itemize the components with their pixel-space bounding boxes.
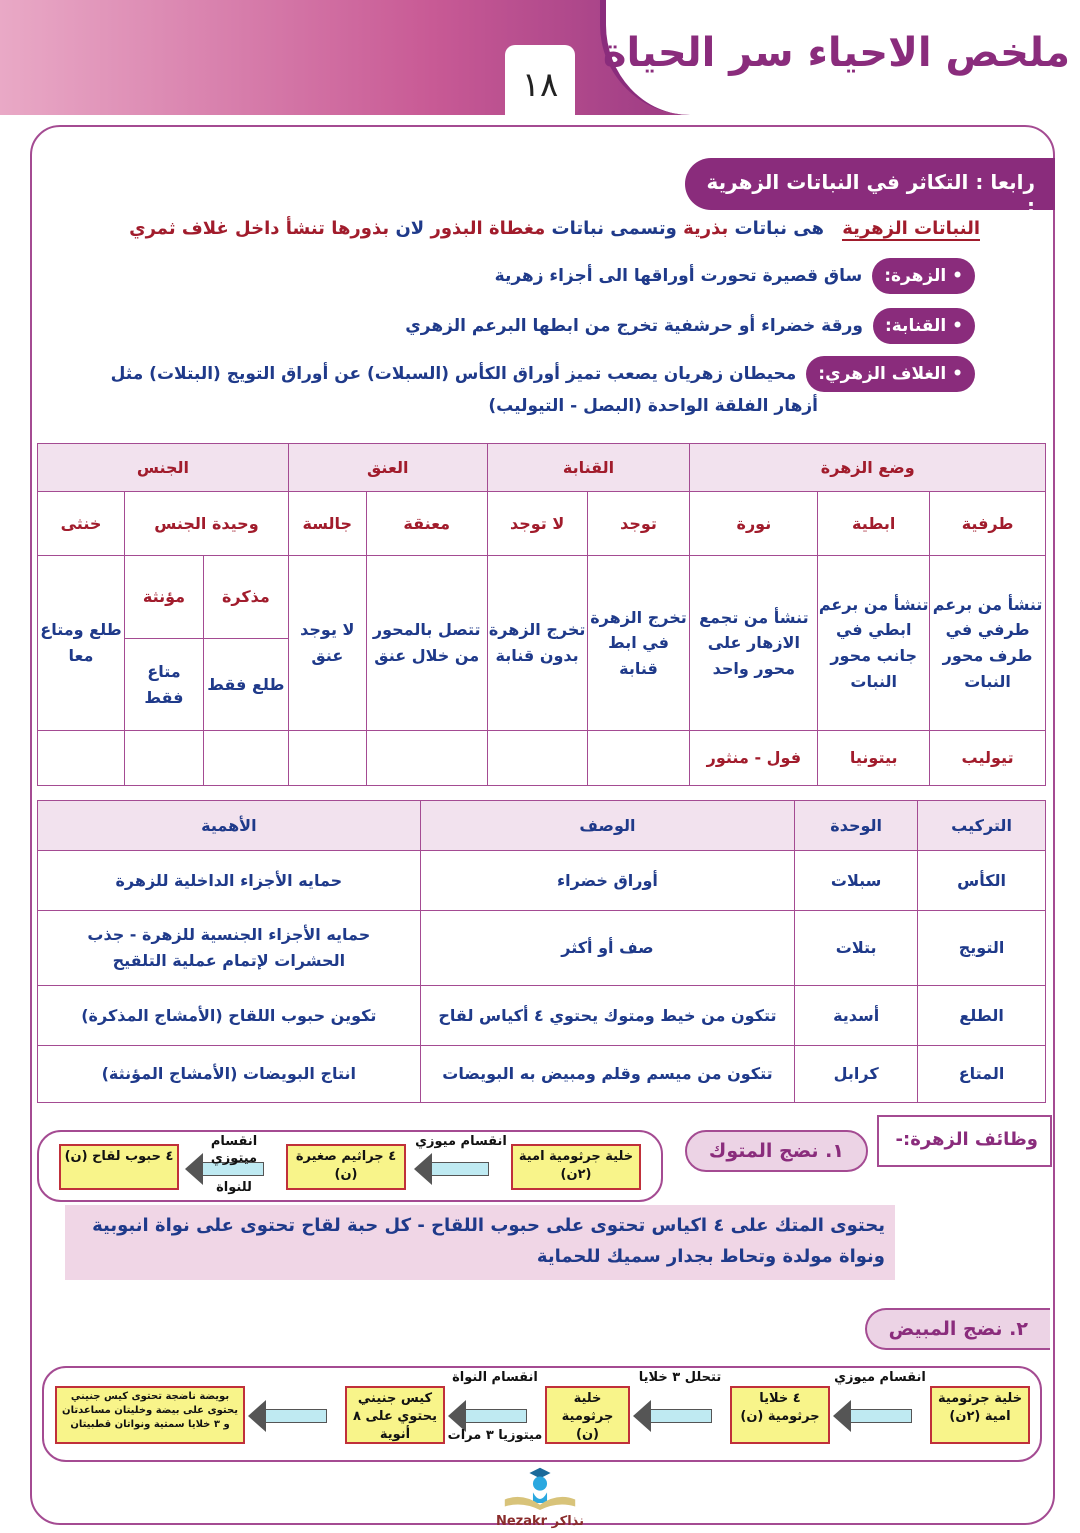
flow-box: خلية جرثومية امية (٢ن) [511,1144,641,1190]
col-header: توجد [587,492,690,556]
cell: تتكون من خيط ومتوك يحتوي ٤ أكياس لقاح [420,986,795,1046]
arrow-label: ميتوزيا ٣ مرات [447,1428,543,1443]
cell: كرابل [795,1046,918,1103]
cell: الكأس [918,851,1046,911]
group-header: الجنس [38,444,289,492]
flow-box: بويضة ناضجة تحتوى كيس جنيني يحتوى على بيضة وخليتان مساعدتان و ٣ خلايا سمتية ونواتان قطبيتان [55,1386,245,1444]
definition-text-cont: أزهار الفلقة الواحدة (البصل - التيوليب) [488,396,818,416]
definition-text: ورقة خضراء أو حرشفية تخرج من ابطها البرعم الزهري [405,316,863,336]
definition-flower [495,258,975,294]
col-header: وحيدة الجنس [125,492,289,556]
arrow-left-icon [650,1409,712,1423]
desc-cell: متاع فقط [125,639,204,731]
page-number: ١٨ [505,45,575,115]
flow-box: ٤ حبوب لقاح (ن) [59,1144,179,1190]
graduate-book-icon [490,1466,590,1510]
flow-box: خلية جرثومية امية (٢ن) [930,1386,1030,1444]
sub-header: مؤنثة [125,556,204,639]
flow-box: ٤ خلايا جرثومية (ن) [730,1386,830,1444]
empty-cell [288,731,366,786]
arrow-label: للنواة [216,1180,252,1195]
ovary-maturation-label: ٢. نضج المبيض [865,1308,1050,1350]
intro-keyword: بذورها تنشأ داخل غلاف ثمري [129,218,390,239]
cell: أوراق خضراء [420,851,795,911]
desc-cell: تتصل بالمحور من خلال عنق [366,556,487,731]
desc-cell: طلع ومتاع معا [38,556,125,731]
cell: المتاع [918,1046,1046,1103]
arrow-label: انقسام النواة [452,1370,538,1385]
definition-term: • الغلاف الزهري: [806,356,975,392]
intro-text: لان [395,218,425,239]
col-header: معنقة [366,492,487,556]
col-header: طرفية [930,492,1046,556]
cell: تتكون من ميسم وقلم ومبيض به البويضات [420,1046,795,1103]
intro-line [129,218,980,239]
definition-text: محيطان زهريان يصعب تميز أوراق الكأس (السبلات) عن أوراق التويج (البتلات) مثل [110,364,797,384]
section-heading: رابعا : التكاثر في النباتات الزهرية : [685,158,1055,210]
flow-box: كيس جنيني يحتوي على ٨ أنوية [345,1386,445,1444]
empty-cell [203,731,288,786]
empty-cell [366,731,487,786]
cell: أسدية [795,986,918,1046]
arrow-label: انقسام ميتوزي [210,1134,258,1166]
intro-term: النباتات الزهرية [842,218,980,239]
col-header: الأهمية [38,801,421,851]
desc-cell: تخرج الزهرة في ابط قنابة [587,556,690,731]
nezakr-logo: Nezakr نذاكر [490,1466,590,1528]
example-cell: فول - منثور [690,731,818,786]
empty-cell [125,731,204,786]
example-cell: تيوليب [930,731,1046,786]
table-row [38,851,1046,911]
intro-keyword: بذرية [683,218,729,239]
ovary-flow-diagram [42,1366,1042,1462]
intro-text: هى نباتات [734,218,824,239]
flower-classification-table [37,443,1046,786]
cell: صف أو أكثر [420,911,795,986]
desc-cell: تنشأ من تجمع الازهار على محور واحد [690,556,818,731]
table-row [38,1046,1046,1103]
page-title: ملخص الاحياء سر الحياة [602,30,1070,76]
empty-cell [38,731,125,786]
cell: بتلات [795,911,918,986]
desc-cell: تنشأ من برعم طرفي في طرف محور النبات [930,556,1046,731]
col-header: خنثى [38,492,125,556]
functions-heading: وظائف الزهرة:- [877,1115,1052,1167]
definition-term: • القنابة: [873,308,975,344]
desc-cell: تخرج الزهرة بدون قنابة [487,556,587,731]
table-row [38,911,1046,986]
flow-box: خلية جرثومية (ن) [545,1386,630,1444]
desc-cell: تنشأ من برعم ابطي في جانب محور النبات [818,556,930,731]
col-header: التركيب [918,801,1046,851]
definition-bract [405,308,975,344]
cell: حمايه الأجزاء الجنسية للزهرة - جذب الحشرات لإتمام عملية التلقيح [38,911,421,986]
arrow-left-icon [431,1162,489,1176]
group-header: القنابة [487,444,690,492]
table-row [38,986,1046,1046]
arrow-label: انقسام ميوزي [834,1370,926,1385]
flower-parts-table [37,800,1046,1103]
col-header: الوصف [420,801,795,851]
cell: التويج [918,911,1046,986]
cell: سبلات [795,851,918,911]
cell: تكوين حبوب اللقاح (الأمشاج المذكرة) [38,986,421,1046]
intro-text: وتسمى نباتات [551,218,677,239]
arrow-left-icon [465,1409,527,1423]
cell: الطلع [918,986,1046,1046]
group-header: وضع الزهرة [690,444,1046,492]
group-header: العنق [288,444,487,492]
cell: حمايه الأجزاء الداخلية للزهرة [38,851,421,911]
definition-text: ساق قصيرة تحورت أوراقها الى أجزاء زهرية [494,266,863,286]
anther-note: يحتوى المتك على ٤ اكياس تحتوى على حبوب اللقاح - كل حبة لقاح تحتوى على نواة انبوبية ونواة مولدة وتحاط بجدار سميك للحماية [65,1205,895,1280]
example-cell: بيتونيا [818,731,930,786]
arrow-left-icon [850,1409,912,1423]
flow-box: ٤ جراثيم صغيرة (ن) [286,1144,406,1190]
intro-keyword: مغطاة البذور [430,218,546,239]
sub-header: مذكرة [203,556,288,639]
col-header: جالسة [288,492,366,556]
arrow-label: تتحلل ٣ خلايا [638,1370,722,1385]
anther-flow-diagram [37,1130,663,1202]
empty-cell [487,731,587,786]
col-header: لا توجد [487,492,587,556]
col-header: ابطية [818,492,930,556]
arrow-label: انقسام ميوزي [415,1134,507,1149]
desc-cell: لا يوجد عنق [288,556,366,731]
definition-perianth [111,356,975,392]
arrow-left-icon [265,1409,327,1423]
anther-maturation-label: ١. نضج المتوك [685,1130,868,1172]
col-header: الوحدة [795,801,918,851]
col-header: نورة [690,492,818,556]
definition-term: • الزهرة: [872,258,975,294]
desc-cell: طلع فقط [203,639,288,731]
empty-cell [587,731,690,786]
cell: انتاج البويضات (الأمشاج المؤنثة) [38,1046,421,1103]
